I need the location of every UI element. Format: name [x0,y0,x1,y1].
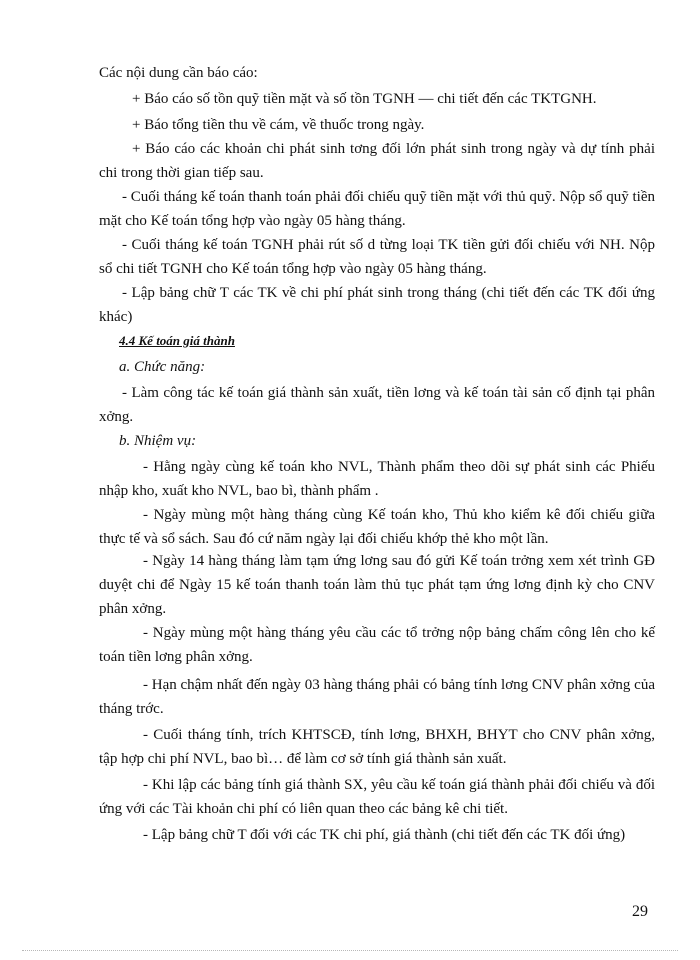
report-item-1: + Báo cáo số tồn quỹ tiền mặt và số tồn TGNH — chi tiết đến các TKTGNH. [132,91,597,107]
page-bottom-divider [22,950,678,951]
duty-heading: b. Nhiệm vụ: [119,433,197,449]
duty-item-2: - Ngày mùng một hàng tháng cùng Kế toán kho, Thủ kho kiểm kê đối chiếu giữa thực tế và sổ sách. Sau đó cứ năm ngày lại đối chiếu khớp thẻ kho một lần. [99,507,655,547]
duty-item-7: - Khi lập các bảng tính giá thành SX, yêu cầu kế toán giá thành phải đối chiếu và đối ứng với các Tài khoản chi phí có liên quan theo các bảng kê chi tiết. [99,777,655,817]
function-heading: a. Chức năng: [119,359,206,375]
duty-item-3: - Ngày 14 hàng tháng làm tạm ứng lơng sau đó gửi Kế toán trởng xem xét trình GĐ duyệt chi để Ngày 15 kế toán thanh toán làm thủ tục phát tạm ứng lơng định kỳ cho CNV phân xởng. [99,553,655,617]
duty-item-6: - Cuối tháng tính, trích KHTSCĐ, tính lơng, BHXH, BHYT cho CNV phân xởng, tập hợp chi phí NVL, bao bì… để làm cơ sở tính giá thành sản xuất. [99,727,655,767]
report-item-2: + Báo tổng tiền thu về cám, về thuốc trong ngày. [132,117,425,133]
intro-line: Các nội dung cần báo cáo: [99,65,258,81]
section-heading: 4.4 Kế toán giá thành [119,333,235,348]
duty-item-4: - Ngày mùng một hàng tháng yêu cầu các tổ trởng nộp bảng chấm công lên cho kế toán tiền lơng phân xởng. [99,625,655,665]
duty-item-8: - Lập bảng chữ T đối với các TK chi phí, giá thành (chi tiết đến các TK đối ứng) [143,827,626,843]
paragraph-t-account: - Lập bảng chữ T các TK về chi phí phát sinh trong tháng (chi tiết đến các TK đối ứng khác) [99,285,655,325]
paragraph-bank-deposit: - Cuối tháng kế toán TGNH phải rút số d từng loại TK tiền gửi đối chiếu với NH. Nộp sổ chi tiết TGNH cho Kế toán tổng hợp vào ngày 05 hàng tháng. [99,237,655,277]
duty-item-5: - Hạn chậm nhất đến ngày 03 hàng tháng phải có bảng tính lơng CNV phân xởng của tháng trớc. [99,677,655,717]
page-number: 29 [632,903,648,920]
paragraph-cash-fund: - Cuối tháng kế toán thanh toán phải đối chiếu quỹ tiền mặt với thủ quỹ. Nộp sổ quỹ tiền mặt cho Kế toán tổng hợp vào ngày 05 hàng tháng. [99,189,655,229]
report-item-3: + Báo cáo các khoản chi phát sinh tơng đối lớn phát sinh trong ngày và dự tính phải chi trong thời gian tiếp sau. [99,141,655,181]
function-text: - Làm công tác kế toán giá thành sản xuất, tiền lơng và kế toán tài sản cố định tại phân xởng. [99,385,655,425]
duty-item-1: - Hằng ngày cùng kế toán kho NVL, Thành phẩm theo dõi sự phát sinh các Phiếu nhập kho, xuất kho NVL, bao bì, thành phẩm . [99,459,655,499]
